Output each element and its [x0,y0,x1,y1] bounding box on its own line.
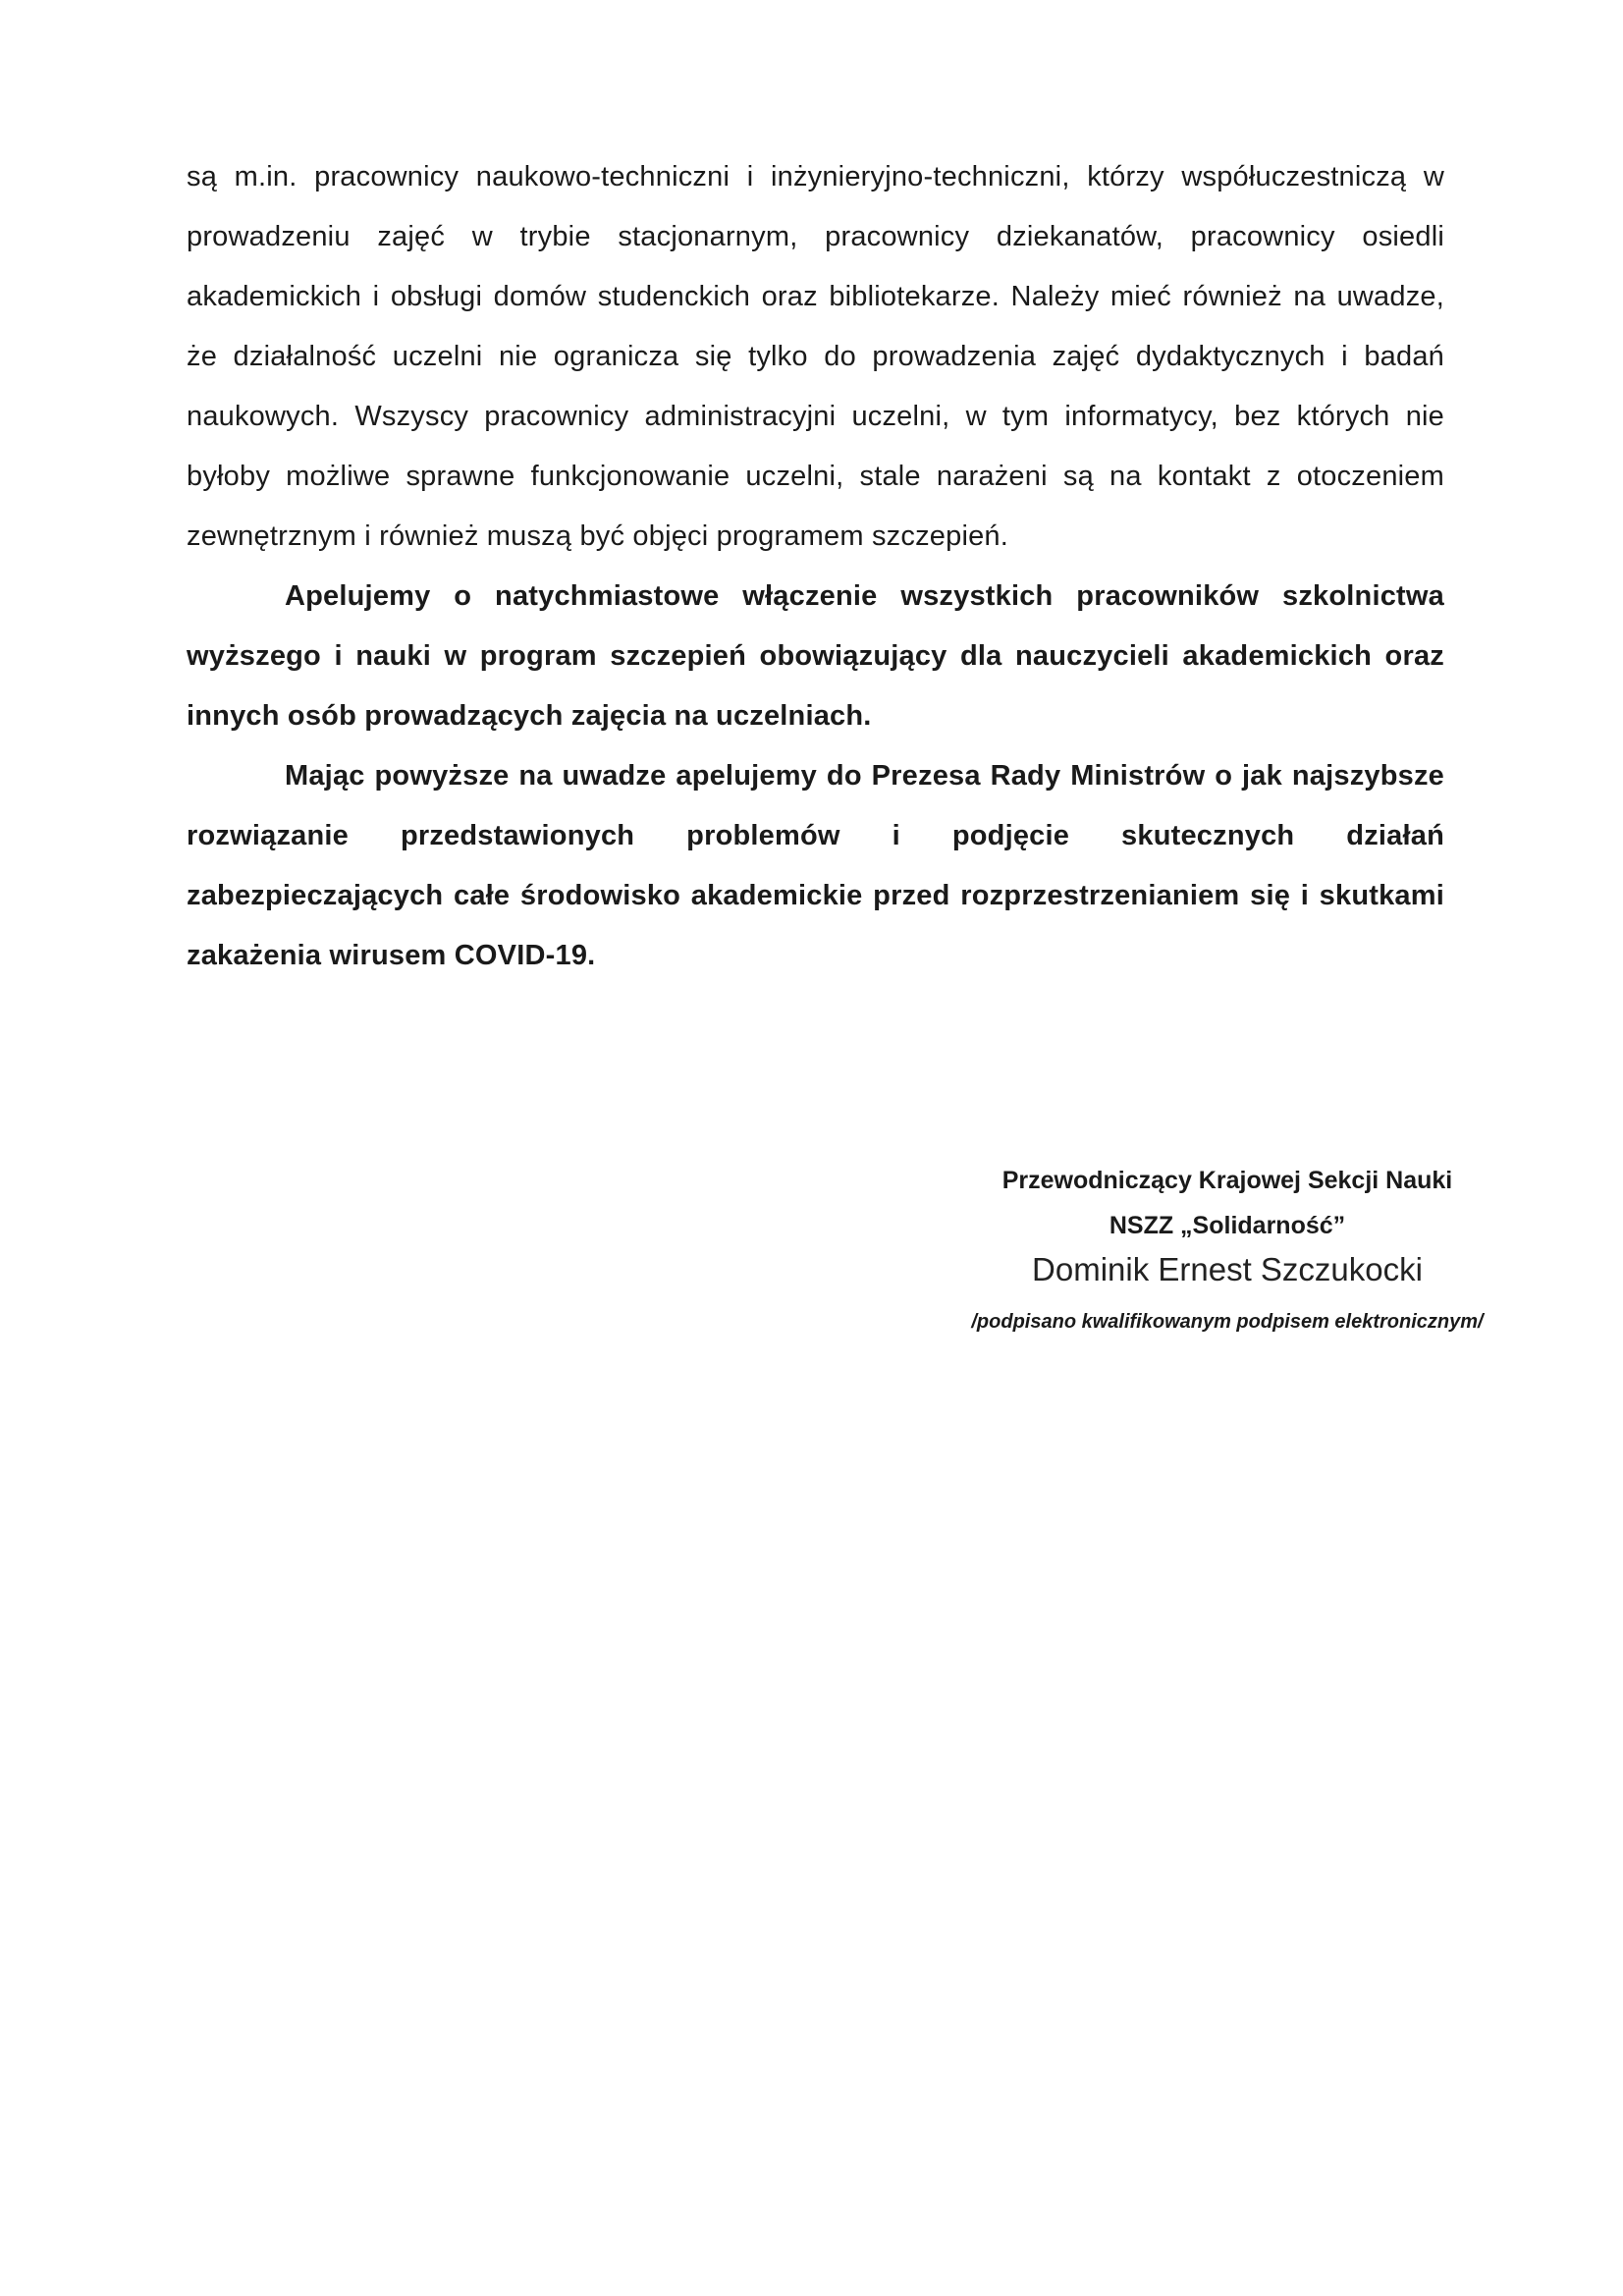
signature-block [864,1164,1591,1339]
signatory-title: Przewodniczący Krajowej Sekcji Nauki [1001,1167,1453,1194]
paragraph-closing: Mając powyższe na uwadze apelujemy do Prezesa Rady Ministrów o jak najszybsze rozwiązanie przedstawionych problemów i podjęcie skutecznych działań zabezpieczających całe środowisko akademickie przed rozprzestrzenianiem się i skutkami zakażenia wirusem COVID-19. [187,760,1444,971]
letter-body [187,147,1444,986]
electronic-signature-note: /podpisano kwalifikowanym podpisem elektronicznym/ [971,1311,1484,1333]
signatory-organization: NSZZ „Solidarność” [1109,1212,1346,1239]
paragraph-appeal: Apelujemy o natychmiastowe włączenie wszystkich pracowników szkolnictwa wyższego i nauki w program szczepień obowiązujący dla nauczycieli akademickich oraz innych osób prowadzących zajęcia na uczelniach. [187,580,1444,732]
paragraph-continuation: są m.in. pracownicy naukowo-techniczni i inżynieryjno-techniczni, którzy współuczestniczą w prowadzeniu zajęć w trybie stacjonarnym, pracownicy dziekanatów, pracownicy osiedli akademickich i obsługi domów studenckich oraz bibliotekarze. Należy mieć również na uwadze, że działalność uczelni nie ogranicza się tylko do prowadzenia zajęć dydaktycznych i badań naukowych. Wszyscy pracownicy administracyjni uczelni, w tym informatycy, bez których nie byłoby możliwe sprawne funkcjonowanie uczelni, stale narażeni są na kontakt z otoczeniem zewnętrznym i również muszą być objęci programem szczepień. [187,161,1444,552]
signatory-name: Dominik Ernest Szczukocki [1032,1251,1423,1287]
